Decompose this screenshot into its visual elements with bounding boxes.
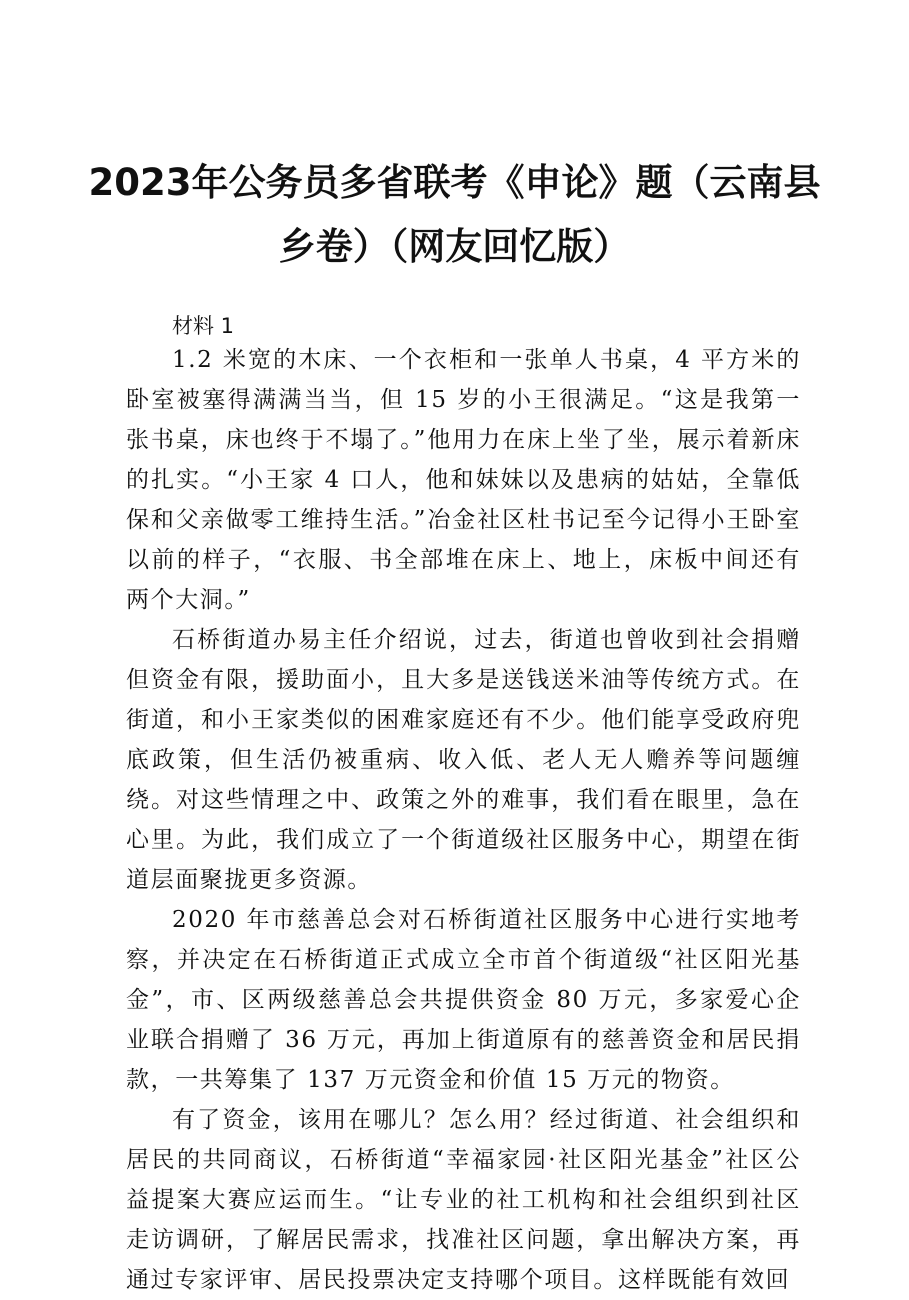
section-label: 材料 1 (172, 314, 235, 338)
paragraph-3: 2020 年市慈善总会对石桥街道社区服务中心进行实地考察，并决定在石桥街道正式成立全市首个街道级“社区阳光基金”，市、区两级慈善总会共提供资金 80 万元，多家爱心企业联合捐赠了 36 万元，再加上街道原有的慈善资金和居民捐款，一共筹集了 137 万元资金和价值 15 万元的物资。 (126, 907, 801, 1093)
paragraph-1: 1.2 米宽的木床、一个衣柜和一张单人书桌，4 平方米的卧室被塞得满满当当，但 15 岁的小王很满足。“这是我第一张书桌，床也终于不塌了。”他用力在床上坐了坐，展示着新床的扎实。“小王家 4 口人，他和妹妹以及患病的姑姑，全靠低保和父亲做零工维持生活。”冶金社区杜书记至今记得小王卧室以前的样子，“衣服、书全部堆在床上、地上，床板中间还有两个大洞。” (126, 347, 801, 613)
document-title-line-2: 乡卷）（网友回忆版） (278, 225, 631, 268)
paragraph-4: 有了资金，该用在哪儿？怎么用？经过街道、社会组织和居民的共同商议，石桥街道“幸福家园·社区阳光基金”社区公益提案大赛应运而生。“让专业的社工机构和社会组织到社区走访调研，了解居民需求，找准社区问题，拿出解决方案，再通过专家评审、居民投票决定支持哪个项目。这样既能有效回 (126, 1107, 801, 1293)
paragraph-2: 石桥街道办易主任介绍说，过去，街道也曾收到社会捐赠但资金有限，援助面小，且大多是送钱送米油等传统方式。在街道，和小王家类似的困难家庭还有不少。他们能享受政府兜底政策，但生活仍被重病、收入低、老人无人赡养等问题缠绕。对这些情理之中、政策之外的难事，我们看在眼里，急在心里。为此，我们成立了一个街道级社区服务中心，期望在街道层面聚拢更多资源。 (126, 627, 801, 893)
document-title-line-1: 2023年公务员多省联考《申论》题（云南县 (88, 161, 821, 204)
document-body (126, 340, 801, 1300)
